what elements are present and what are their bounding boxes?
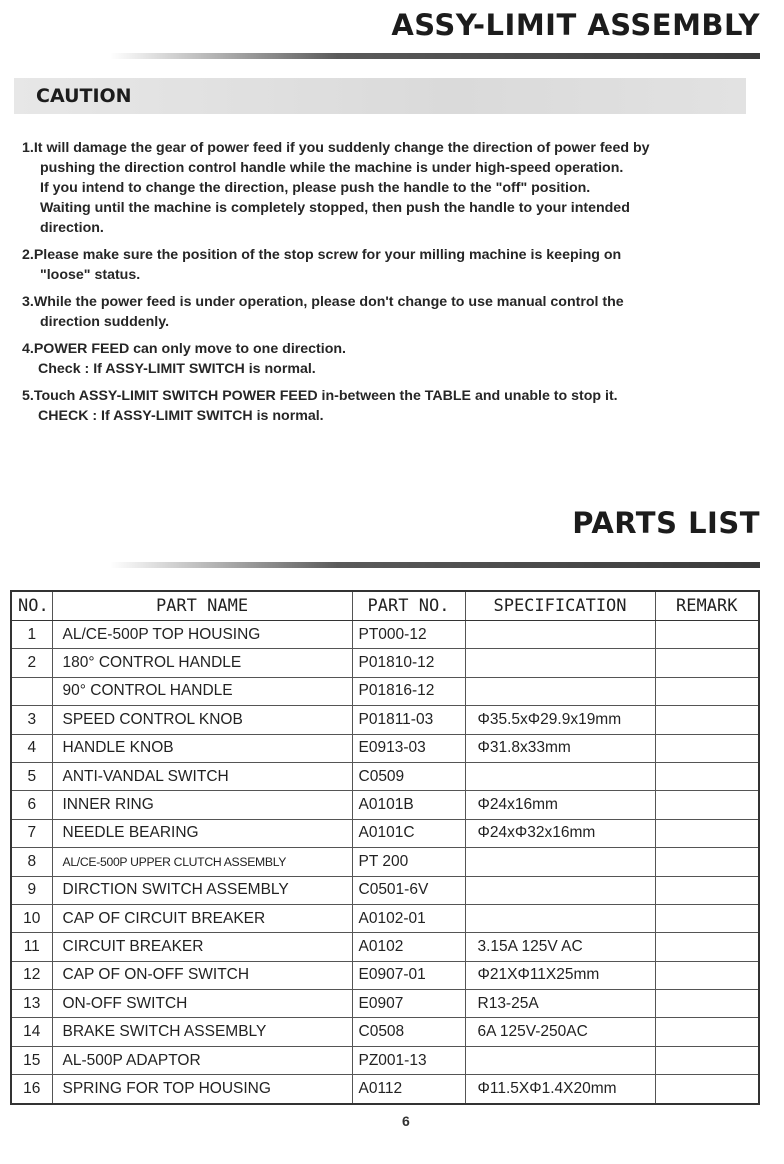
cell-part-name: 90° CONTROL HANDLE (52, 677, 352, 705)
cell-no: 9 (11, 876, 52, 904)
table-row (11, 1075, 759, 1104)
cell-part-name: ON-OFF SWITCH (52, 990, 352, 1018)
cell-part-no: A0102 (352, 933, 465, 961)
parts-rule (110, 562, 760, 568)
cell-no: 11 (11, 933, 52, 961)
cell-spec (465, 848, 655, 876)
table-row (11, 848, 759, 876)
cell-no (11, 677, 52, 705)
cell-spec: Φ31.8x33mm (465, 734, 655, 762)
cell-part-name: ANTI-VANDAL SWITCH (52, 762, 352, 790)
cell-remark (655, 990, 759, 1018)
cell-remark (655, 1046, 759, 1074)
caution-note-3 (22, 292, 742, 332)
cell-part-name: SPRING FOR TOP HOUSING (52, 1075, 352, 1104)
cell-part-name: NEEDLE BEARING (52, 819, 352, 847)
cell-part-no: P01811-03 (352, 706, 465, 734)
table-row (11, 961, 759, 989)
parts-list-title: PARTS LIST (572, 506, 760, 540)
cell-part-no: C0509 (352, 762, 465, 790)
cell-part-no: A0112 (352, 1075, 465, 1104)
table-row (11, 649, 759, 677)
cell-remark (655, 649, 759, 677)
cell-part-no: PZ001-13 (352, 1046, 465, 1074)
cell-spec: Φ24xΦ32x16mm (465, 819, 655, 847)
cell-part-name: INNER RING (52, 791, 352, 819)
cell-spec: 3.15A 125V AC (465, 933, 655, 961)
table-row (11, 706, 759, 734)
cell-remark (655, 819, 759, 847)
cell-part-no: C0508 (352, 1018, 465, 1046)
caution-banner (14, 78, 746, 114)
cell-part-no: P01816-12 (352, 677, 465, 705)
cell-no: 16 (11, 1075, 52, 1104)
note-text: "loose" status. (40, 267, 141, 283)
note-text: 1.It will damage the gear of power feed if you suddenly change the direction of power feed by (22, 140, 650, 156)
cell-no: 5 (11, 762, 52, 790)
cell-spec: Φ35.5xΦ29.9x19mm (465, 706, 655, 734)
cell-no: 1 (11, 621, 52, 649)
cell-spec: Φ11.5XΦ1.4X20mm (465, 1075, 655, 1104)
cell-spec (465, 649, 655, 677)
cell-part-no: A0101B (352, 791, 465, 819)
col-header-specification: SPECIFICATION (465, 591, 655, 621)
cell-spec: 6A 125V-250AC (465, 1018, 655, 1046)
cell-part-name: CAP OF CIRCUIT BREAKER (52, 904, 352, 932)
table-header-row (11, 591, 759, 621)
table-row (11, 904, 759, 932)
cell-part-name: SPEED CONTROL KNOB (52, 706, 352, 734)
cell-part-no: A0101C (352, 819, 465, 847)
cell-part-name: DIRCTION SWITCH ASSEMBLY (52, 876, 352, 904)
cell-remark (655, 677, 759, 705)
page-title: ASSY-LIMIT ASSEMBLY (391, 8, 760, 42)
cell-spec (465, 677, 655, 705)
cell-part-name: BRAKE SWITCH ASSEMBLY (52, 1018, 352, 1046)
cell-remark (655, 791, 759, 819)
table-row (11, 677, 759, 705)
table-row (11, 762, 759, 790)
cell-remark (655, 933, 759, 961)
col-header-remark: REMARK (655, 591, 759, 621)
table-row (11, 819, 759, 847)
cell-part-no: PT 200 (352, 848, 465, 876)
cell-part-name: CAP OF ON-OFF SWITCH (52, 961, 352, 989)
cell-no: 7 (11, 819, 52, 847)
cell-spec (465, 1046, 655, 1074)
cell-no: 10 (11, 904, 52, 932)
cell-remark (655, 621, 759, 649)
cell-part-name: AL/CE-500P TOP HOUSING (52, 621, 352, 649)
cell-part-name: AL-500P ADAPTOR (52, 1046, 352, 1074)
cell-no: 12 (11, 961, 52, 989)
note-text: direction suddenly. (40, 314, 170, 330)
note-text: 3.While the power feed is under operation, please don't change to use manual control the (22, 294, 624, 310)
caution-note-4 (22, 339, 742, 379)
cell-remark (655, 1018, 759, 1046)
cell-part-no: E0907 (352, 990, 465, 1018)
caution-heading: CAUTION (36, 85, 132, 107)
col-header-no: NO. (11, 591, 52, 621)
cell-no: 15 (11, 1046, 52, 1074)
cell-part-name: CIRCUIT BREAKER (52, 933, 352, 961)
cell-remark (655, 904, 759, 932)
caution-notes (22, 138, 742, 433)
note-text: 2.Please make sure the position of the stop screw for your milling machine is keeping on (22, 247, 622, 263)
cell-part-no: P01810-12 (352, 649, 465, 677)
cell-no: 6 (11, 791, 52, 819)
note-text: Waiting until the machine is completely stopped, then push the handle to your intended (40, 200, 630, 216)
note-text: If you intend to change the direction, please push the handle to the "off" position. (40, 180, 591, 196)
col-header-part-name: PART NAME (52, 591, 352, 621)
cell-remark (655, 876, 759, 904)
cell-remark (655, 734, 759, 762)
cell-no: 8 (11, 848, 52, 876)
cell-no: 3 (11, 706, 52, 734)
cell-spec (465, 904, 655, 932)
note-check: CHECK : If ASSY-LIMIT SWITCH is normal. (38, 408, 324, 424)
cell-part-name: AL/CE-500P UPPER CLUTCH ASSEMBLY (52, 848, 352, 876)
cell-part-no: A0102-01 (352, 904, 465, 932)
cell-spec: R13-25A (465, 990, 655, 1018)
cell-part-name: HANDLE KNOB (52, 734, 352, 762)
cell-part-no: PT000-12 (352, 621, 465, 649)
cell-spec (465, 762, 655, 790)
table-row (11, 791, 759, 819)
note-check: Check : If ASSY-LIMIT SWITCH is normal. (38, 361, 316, 377)
cell-spec (465, 876, 655, 904)
col-header-part-no: PART NO. (352, 591, 465, 621)
table-row (11, 734, 759, 762)
page-number: 6 (402, 1113, 410, 1129)
table-row (11, 1018, 759, 1046)
caution-note-5 (22, 386, 742, 426)
table-row (11, 621, 759, 649)
caution-note-1 (22, 138, 742, 238)
note-text: direction. (40, 220, 104, 236)
cell-part-no: E0907-01 (352, 961, 465, 989)
cell-part-no: C0501-6V (352, 876, 465, 904)
table-row (11, 933, 759, 961)
cell-no: 4 (11, 734, 52, 762)
cell-remark (655, 1075, 759, 1104)
cell-remark (655, 848, 759, 876)
cell-no: 14 (11, 1018, 52, 1046)
table-row (11, 1046, 759, 1074)
note-text: 5.Touch ASSY-LIMIT SWITCH POWER FEED in-between the TABLE and unable to stop it. (22, 388, 618, 404)
cell-spec (465, 621, 655, 649)
caution-note-2 (22, 245, 742, 285)
title-rule (110, 53, 760, 59)
cell-no: 13 (11, 990, 52, 1018)
cell-part-name: 180° CONTROL HANDLE (52, 649, 352, 677)
parts-table (10, 590, 760, 1105)
cell-spec: Φ24x16mm (465, 791, 655, 819)
note-text: 4.POWER FEED can only move to one direction. (22, 341, 346, 357)
note-text: pushing the direction control handle while the machine is under high-speed operation. (40, 160, 624, 176)
cell-spec: Φ21XΦ11X25mm (465, 961, 655, 989)
cell-remark (655, 961, 759, 989)
cell-part-no: E0913-03 (352, 734, 465, 762)
cell-remark (655, 762, 759, 790)
table-row (11, 876, 759, 904)
table-row (11, 990, 759, 1018)
cell-no: 2 (11, 649, 52, 677)
cell-remark (655, 706, 759, 734)
